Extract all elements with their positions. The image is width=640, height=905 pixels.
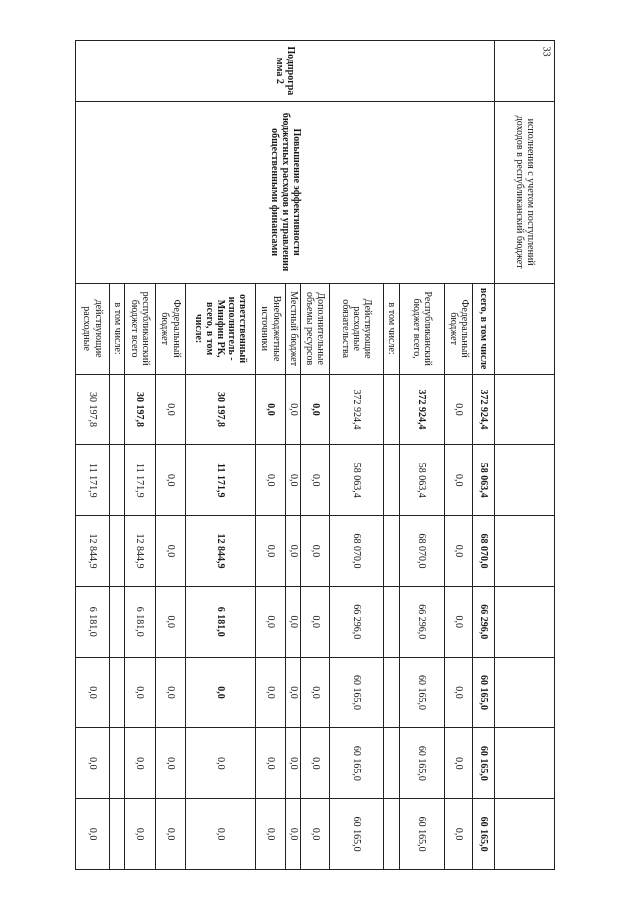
table-cell: 0,0	[155, 586, 185, 657]
subprogram-title: Повышение эффективности бюджетных расходов и управления общественными финансами	[76, 101, 495, 283]
table-cell: 66 296,0	[329, 586, 383, 657]
table-cell	[384, 445, 399, 516]
table-cell: 60 165,0	[399, 657, 445, 728]
table-cell	[109, 657, 124, 728]
table-cell: 68 070,0	[473, 516, 495, 587]
table-row	[473, 41, 495, 870]
table-cell: 68 070,0	[329, 516, 383, 587]
table-cell: 11 171,9	[76, 445, 110, 516]
table-cell: 0,0	[125, 657, 155, 728]
table-cell: 66 296,0	[399, 586, 445, 657]
table-cell: 12 844,9	[186, 516, 256, 587]
table-cell: 0,0	[186, 657, 256, 728]
table-cell: 6 181,0	[186, 586, 256, 657]
table-cell: 0,0	[155, 374, 185, 445]
table-cell: 0,0	[186, 728, 256, 799]
table-cell: 0,0	[286, 445, 301, 516]
table-cell: 6 181,0	[125, 586, 155, 657]
table-cell	[109, 445, 124, 516]
table-cell: 0,0	[301, 586, 329, 657]
table-cell: 0,0	[301, 374, 329, 445]
table-cell	[109, 728, 124, 799]
row-label: Местный бюджет	[286, 283, 301, 374]
table-cell: 0,0	[301, 657, 329, 728]
table-cell: 30 197,8	[76, 374, 110, 445]
table-cell	[384, 374, 399, 445]
table-cell: 372 924,4	[473, 374, 495, 445]
table-cell: 0,0	[445, 516, 473, 587]
table-cell: 372 924,4	[329, 374, 383, 445]
table-cell: 11 171,9	[186, 445, 256, 516]
table-cell: 0,0	[255, 445, 285, 516]
table-cell	[109, 516, 124, 587]
table-cell	[384, 586, 399, 657]
table-cell: 60 165,0	[329, 799, 383, 870]
top-section-row	[495, 41, 555, 870]
row-label: всего, в том числе	[473, 283, 495, 374]
table-cell: 0,0	[76, 728, 110, 799]
table-cell: 60 165,0	[399, 799, 445, 870]
row-label: Дополнительные объемы ресурсов	[301, 283, 329, 374]
table-cell	[384, 516, 399, 587]
table-cell: 0,0	[125, 728, 155, 799]
table-cell: 0,0	[445, 657, 473, 728]
table-cell: 0,0	[286, 799, 301, 870]
table-cell: 0,0	[286, 516, 301, 587]
table-cell: 60 165,0	[399, 728, 445, 799]
table-cell: 0,0	[286, 728, 301, 799]
table-cell: 0,0	[445, 799, 473, 870]
row-label: Республиканский бюджет всего,	[399, 283, 445, 374]
table-cell: 0,0	[445, 586, 473, 657]
table-cell	[109, 374, 124, 445]
table-cell: 30 197,8	[125, 374, 155, 445]
table-cell: 60 165,0	[329, 728, 383, 799]
table-cell: 58 063,4	[399, 445, 445, 516]
table-cell: 12 844,9	[76, 516, 110, 587]
row-label: в том числе:	[109, 283, 124, 374]
table-cell: 0,0	[255, 516, 285, 587]
table-cell: 0,0	[255, 799, 285, 870]
table-cell: 58 063,4	[473, 445, 495, 516]
table-cell: 0,0	[255, 728, 285, 799]
row-label: Действующие расходные обязательства	[329, 283, 383, 374]
table-cell: 0,0	[155, 516, 185, 587]
table-cell: 11 171,9	[125, 445, 155, 516]
table-cell: 372 924,4	[399, 374, 445, 445]
rotated-table-container	[75, 40, 555, 870]
top-section-text: исполнения с учетом поступлений доходов в республиканский бюджет	[495, 101, 555, 283]
table-cell: 68 070,0	[399, 516, 445, 587]
table-cell: 0,0	[301, 445, 329, 516]
table-cell: 60 165,0	[329, 657, 383, 728]
table-cell: 60 165,0	[473, 728, 495, 799]
table-cell: 0,0	[125, 799, 155, 870]
row-label: действующие расходные	[76, 283, 110, 374]
table-cell: 6 181,0	[76, 586, 110, 657]
table-cell: 0,0	[186, 799, 256, 870]
table-cell: 60 165,0	[473, 657, 495, 728]
table-cell: 0,0	[301, 728, 329, 799]
table-cell: 0,0	[286, 657, 301, 728]
table-cell	[384, 657, 399, 728]
table-cell	[109, 799, 124, 870]
page-number: 33	[540, 46, 552, 57]
table-cell: 0,0	[255, 374, 285, 445]
top-empty-cell	[495, 41, 555, 102]
table-cell: 0,0	[155, 657, 185, 728]
table-cell: 0,0	[445, 445, 473, 516]
table-cell: 58 063,4	[329, 445, 383, 516]
budget-table	[75, 40, 555, 870]
row-label: ответственный исполнитель - Минфин РК, всего, в том числе:	[186, 283, 256, 374]
row-label: республиканский бюджет всего	[125, 283, 155, 374]
table-cell: 0,0	[155, 445, 185, 516]
table-cell: 66 296,0	[473, 586, 495, 657]
subprogram-code: Подпрогра мма 2	[76, 41, 495, 102]
table-cell: 0,0	[445, 728, 473, 799]
row-label: в том числе:	[384, 283, 399, 374]
table-cell: 60 165,0	[473, 799, 495, 870]
table-cell: 0,0	[76, 657, 110, 728]
table-cell: 0,0	[301, 516, 329, 587]
table-cell: 0,0	[286, 586, 301, 657]
row-label: Федеральный бюджет	[155, 283, 185, 374]
table-cell: 30 197,8	[186, 374, 256, 445]
table-cell	[109, 586, 124, 657]
table-cell: 0,0	[255, 586, 285, 657]
table-cell: 0,0	[445, 374, 473, 445]
row-label: Федеральный бюджет	[445, 283, 473, 374]
table-cell	[384, 728, 399, 799]
table-cell: 0,0	[255, 657, 285, 728]
table-cell: 0,0	[155, 728, 185, 799]
table-cell: 0,0	[76, 799, 110, 870]
table-cell: 0,0	[301, 799, 329, 870]
table-cell: 0,0	[286, 374, 301, 445]
table-cell: 0,0	[155, 799, 185, 870]
table-cell	[384, 799, 399, 870]
row-label: Внебюджетные источники	[255, 283, 285, 374]
table-cell: 12 844,9	[125, 516, 155, 587]
